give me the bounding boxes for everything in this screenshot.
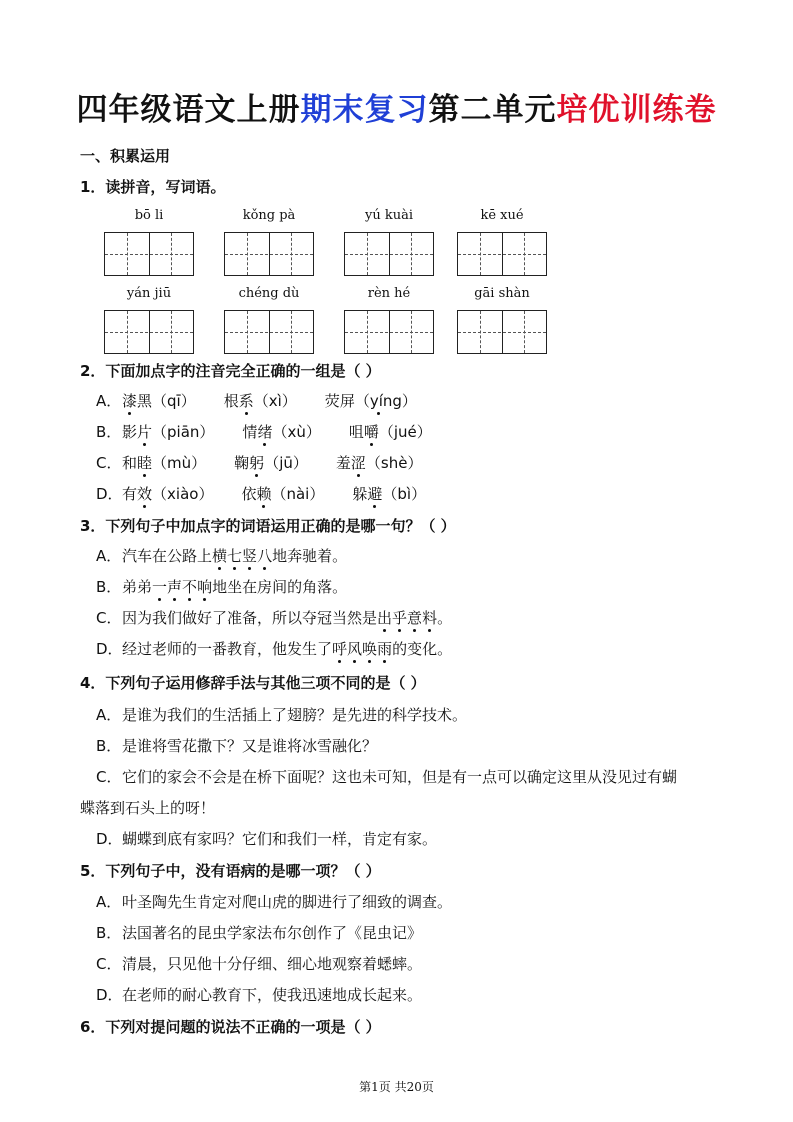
option-text: 它们的家会不会是在桥下面呢？这也未可知，但是有一点可以确定这里从没见过有蝴 [122,768,678,786]
option-letter: C． [96,609,122,627]
dotted-char: 唤 [362,640,378,658]
dotted-char: 意 [407,609,423,627]
option-text: 清晨，只见他十分仔细、细心地观察着蟋蟀。 [122,955,423,973]
option-letter: D． [96,986,123,1004]
option-text: 叶圣陶先生肯定对爬山虎的脚进行了细致的调查。 [122,893,453,911]
word-text: 依 [241,485,257,503]
title-part-2: 期末复习 [300,92,429,128]
word-text: 躲 [352,485,368,503]
pinyin-1: bō li [134,208,164,223]
question-4-option-c[interactable] [96,766,677,787]
sentence-text: 地奔驰着。 [272,547,348,565]
dotted-char: 睦 [137,454,153,472]
option-letter: B． [96,737,122,755]
question-5-option-c[interactable] [96,953,422,974]
pinyin-5: yán jiū [126,286,172,301]
option-word [234,452,308,473]
question-2-option-c[interactable] [96,452,450,473]
question-2-option-d[interactable] [96,483,454,504]
question-1-label: 1．读拼音，写词语。 [80,178,226,196]
sentence-text: 汽车在公路上 [122,547,213,565]
dotted-char: 系 [238,392,254,410]
dotted-char: 屏（yíng） [339,392,417,410]
dotted-char: 避 [367,485,383,503]
writing-grid[interactable] [104,232,194,276]
option-letter: B． [96,423,122,441]
word-text: 影 [122,423,138,441]
option-word [224,390,297,411]
pinyin-2: kǒng pà [242,208,296,223]
question-4-option-b[interactable] [96,735,377,756]
option-text: 是谁将雪花撒下？又是谁将冰雪融化？ [122,737,378,755]
option-word [349,421,432,442]
option-letter: D． [96,485,123,503]
section-heading: 一、积累运用 [80,147,171,165]
word-text: 羞 [335,454,351,472]
word-text: （mù） [152,454,207,472]
option-word [325,390,417,411]
question-5-option-b[interactable] [96,922,422,943]
sentence-text: 经过老师的一番教育，他发生了 [122,640,333,658]
writing-grid[interactable] [457,232,547,276]
question-5-label: 5．下列句子中，没有语病的是哪一项？（ ） [80,862,381,880]
word-text: 荧 [324,392,340,410]
question-3-option-d[interactable] [96,638,452,659]
title-part-4: 培优训练卷 [556,92,717,128]
option-letter: D． [96,830,123,848]
dotted-char: 赖 [256,485,272,503]
option-letter: D． [96,640,123,658]
option-word [336,452,423,473]
dotted-phrase [152,578,212,596]
writing-grid[interactable] [344,310,434,354]
dotted-char: 涩 [350,454,366,472]
option-letter: A． [96,706,122,724]
question-3-label: 3．下列句子中加点字的词语运用正确的是哪一句？（ ） [80,517,456,535]
dotted-char: 绪 [257,423,273,441]
writing-grid[interactable] [104,310,194,354]
pinyin-4: kē xué [480,208,524,223]
word-text: （xù） [272,423,321,441]
option-letter: A． [96,893,122,911]
writing-grid[interactable] [224,232,314,276]
option-letter: A． [96,547,122,565]
dotted-char: 漆 [122,392,138,410]
word-text: （shè） [365,454,423,472]
dotted-char: 风 [347,640,363,658]
word-text: （jué） [378,423,432,441]
question-3-option-a[interactable] [96,545,347,566]
question-5-option-d[interactable] [96,984,422,1005]
sentence-text: 的变化。 [392,640,453,658]
dotted-char: 躬 [249,454,265,472]
word-text: 根 [223,392,239,410]
question-2-label: 2．下面加点字的注音完全正确的一组是（ ） [80,362,381,380]
option-text: 在老师的耐心教育下，使我迅速地成长起来。 [122,986,423,1004]
word-text: （jū） [264,454,308,472]
option-text: 是谁为我们的生活插上了翅膀？是先进的科学技术。 [122,706,468,724]
option-text: 法国著名的昆虫学家法布尔创作了《昆虫记》 [122,924,423,942]
writing-grid[interactable] [457,310,547,354]
option-letter: C． [96,768,122,786]
dotted-char: 不 [182,578,198,596]
pinyin-7: rèn hé [367,286,411,301]
title-part-3: 第二单元 [428,92,557,128]
dotted-char: 八 [257,547,273,565]
dotted-char: 响 [197,578,213,596]
page-title [0,84,793,129]
dotted-phrase [377,609,437,627]
question-2-option-b[interactable] [96,421,460,442]
sentence-text: 因为我们做好了准备，所以夺冠当然是 [122,609,378,627]
option-letter: C． [96,454,122,472]
word-text: （bì） [382,485,427,503]
title-part-1: 四年级语文上册 [76,92,301,128]
question-4-option-d[interactable] [96,828,437,849]
dotted-char: 七 [227,547,243,565]
sentence-text: 。 [437,609,453,627]
question-6-label: 6．下列对提问题的说法不正确的一项是（ ） [80,1018,381,1036]
writing-grid[interactable] [224,310,314,354]
dotted-char: 呼 [332,640,348,658]
option-word [242,421,320,442]
word-text: （piān） [152,423,215,441]
page-footer: 第1页 共20页 [359,1080,434,1094]
dotted-char: 嚼 [363,423,379,441]
word-text: 和 [122,454,138,472]
option-text: 蝴蝶到底有家吗？它们和我们一样，肯定有家。 [122,830,438,848]
question-2-option-a[interactable] [96,390,445,411]
dotted-char: 料 [422,609,438,627]
word-text: （xiào） [152,485,214,503]
word-text: 情 [242,423,258,441]
dotted-char: 片 [137,423,153,441]
dotted-phrase [332,640,392,658]
pinyin-6: chéng dù [238,286,300,301]
option-word [241,483,324,504]
option-letter: B． [96,578,122,596]
dotted-char: 雨 [377,640,393,658]
option-word [122,390,196,411]
writing-grid[interactable] [344,232,434,276]
option-letter: B． [96,924,122,942]
question-3-option-c[interactable] [96,607,452,628]
dotted-char: 出 [377,609,393,627]
word-text: （nài） [271,485,325,503]
question-3-option-b[interactable] [96,576,347,597]
option-word [122,483,213,504]
dotted-char: 声 [167,578,183,596]
pinyin-3: yú kuài [364,208,413,223]
dotted-char: 横 [212,547,228,565]
dotted-char: 效 [137,485,153,503]
question-5-option-a[interactable] [96,891,452,912]
option-word [122,421,214,442]
word-text: 有 [122,485,138,503]
sentence-text: 地坐在房间的角落。 [212,578,348,596]
option-word [352,483,426,504]
question-4-label: 4．下列句子运用修辞手法与其他三项不同的是（ ） [80,674,426,692]
sentence-text: 弟弟 [122,578,153,596]
word-text: 鞠 [234,454,250,472]
word-text: 黑（qī） [137,392,196,410]
option-word [122,452,206,473]
dotted-char: 乎 [392,609,408,627]
word-text: （xì） [253,392,297,410]
dotted-phrase [212,547,272,565]
option-letter: C． [96,955,122,973]
option-letter: A． [96,392,122,410]
word-text: 咀 [348,423,364,441]
dotted-char: 竖 [242,547,258,565]
question-4-option-a[interactable] [96,704,467,725]
pinyin-8: gāi shàn [474,286,530,301]
dotted-char: 一 [152,578,168,596]
question-4-option-c-continuation: 蝶落到石头上的呀！ [80,799,216,817]
